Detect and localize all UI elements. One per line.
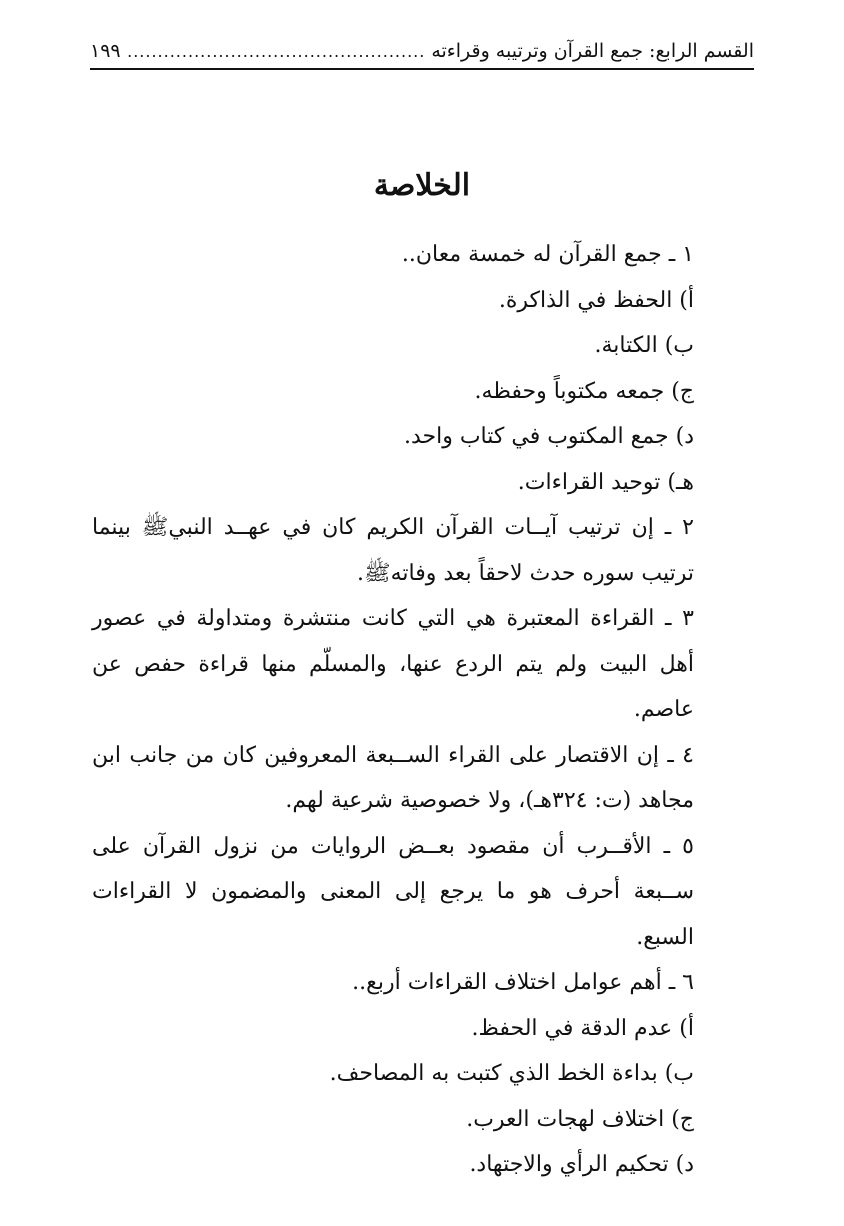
summary-point: ٦ ـ أهم عوامل اختلاف القراءات أربع..: [352, 970, 694, 995]
summary-subpoint: د) جمع المكتوب في كتاب واحد.: [403, 424, 694, 449]
summary-point: ٥ ـ الأقــرب أن مقصود بعــض الروايات من نزول القرآن على ســبعة أحرف هو ما يرجع إلى المعنى والمضمون لا القراءات السبع.: [92, 833, 694, 950]
summary-subpoint: ج) اختلاف لهجات العرب.: [466, 1106, 694, 1132]
running-header: [90, 34, 754, 70]
summary-subpoint: ب) بداءة الخط الذي كتبت به المصاحف.: [329, 1061, 694, 1086]
summary-subpoint: د) تحكيم الرأي والاجتهاد.: [469, 1152, 694, 1177]
chapter-title: القسم الرابع: جمع القرآن وترتيبه وقراءته: [431, 40, 754, 62]
summary-subpoint: ج) جمعه مكتوباً وحفظه.: [474, 378, 694, 404]
summary-subpoint: ب) الكتابة.: [594, 333, 694, 358]
summary-point: ٣ ـ القراءة المعتبرة هي التي كانت منتشرة ومتداولة في عصور أهل البيت ولم يتم الردع عنها، والمسلّم منها قراءة حفص عن عاصم.: [92, 606, 694, 722]
leader-dots: [127, 42, 426, 61]
summary-subpoint: هـ) توحيد القراءات.: [517, 469, 694, 495]
summary-point: ٤ ـ إن الاقتصار على القراء الســبعة المعروفين كان من جانب ابن مجاهد (ت: ٣٢٤هـ)، ولا خصوصية شرعية لهم.: [92, 742, 694, 813]
summary-body: [92, 232, 754, 1188]
summary-point: ١ ـ جمع القرآن له خمسة معان..: [401, 242, 694, 267]
section-title: الخلاصة: [373, 168, 471, 203]
page-number: ١٩٩: [90, 40, 121, 62]
summary-point: ٢ ـ إن ترتيب آيــات القرآن الكريم كان في عهــد النبيﷺ بينما ترتيب سوره حدث لاحقاً بعد وفاتهﷺ.: [92, 515, 694, 586]
summary-subpoint: أ) عدم الدقة في الحفظ.: [471, 1015, 694, 1041]
summary-subpoint: أ) الحفظ في الذاكرة.: [498, 287, 694, 313]
